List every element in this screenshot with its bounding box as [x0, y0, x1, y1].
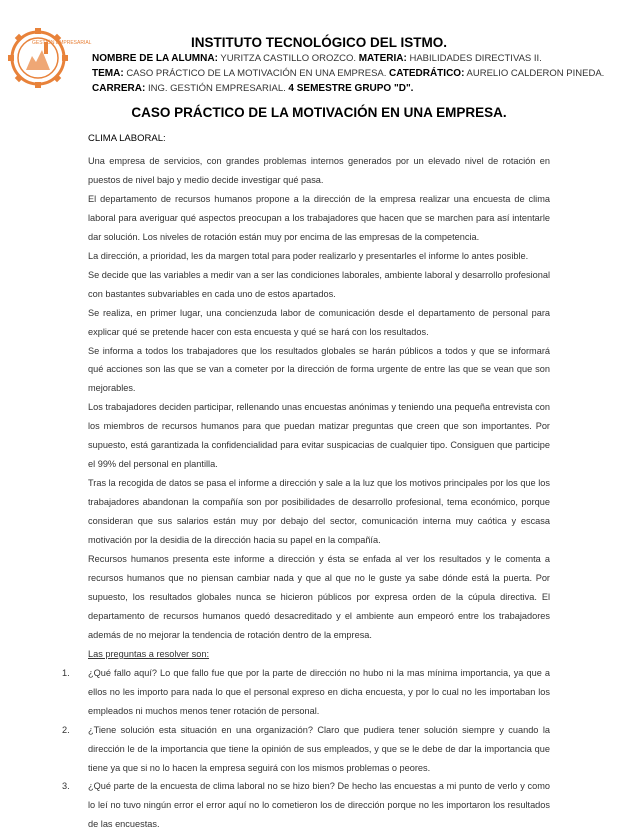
semester-label: 4 SEMESTRE GRUPO "D". — [288, 83, 414, 94]
subject-value: HABILIDADES DIRECTIVAS II. — [409, 53, 542, 64]
question-item — [62, 721, 550, 778]
question-number: 1. — [62, 667, 70, 678]
student-name: YURITZA CASTILLO OROZCO. — [220, 53, 357, 64]
question-number: 2. — [62, 724, 70, 735]
section-label: CLIMA LABORAL: — [88, 133, 166, 144]
topic-value: CASO PRÁCTICO DE LA MOTIVACIÓN EN UNA EMPRESA. — [126, 68, 387, 79]
student-label: NOMBRE DE LA ALUMNA: — [92, 53, 218, 64]
paragraph: Una empresa de servicios, con grandes problemas internos generados por un elevado nivel de rotación en puestos de nivel bajo y medio decide investigar qué pasa. — [88, 156, 550, 185]
svg-text:GESTIÓN EMPRESARIAL: GESTIÓN EMPRESARIAL — [32, 40, 92, 46]
subject-label: MATERIA: — [358, 53, 407, 64]
student-info-line — [92, 53, 542, 64]
questions-list — [62, 664, 550, 834]
question-text: ¿Qué parte de la encuesta de clima laboral no se hizo bien? De hecho las encuestas a mi punto de verlo y como lo leí no tuvo ningún error el error aquí no lo cometieron los de dirección porque no les importaron los resultados de las encuestas. — [88, 781, 550, 830]
question-text: ¿Tiene solución esta situación en una organización? Claro que pudiera tener solución siempre y cuando la dirección le de la importancia que tiene la opinión de sus empleados, y que se le debe de dar la importancia que tiene ya que si no lo hacen la empresa seguirá con los mismos problemas o peores. — [88, 724, 550, 773]
document-title: CASO PRÁCTICO DE LA MOTIVACIÓN EN UNA EMPRESA. — [131, 105, 507, 120]
career-info-line — [92, 83, 413, 94]
question-number: 3. — [62, 781, 70, 792]
topic-label: TEMA: — [92, 68, 124, 79]
teacher-label: CATEDRÁTICO: — [389, 68, 465, 79]
gear-logo-icon — [8, 20, 92, 94]
career-value: ING. GESTIÓN EMPRESARIAL. — [147, 83, 286, 94]
paragraph: Recursos humanos presenta este informe a dirección y ésta se enfada al ver los resultados y le comenta a recursos humanos que no piensan cambiar nada y que al que no le guste ya sabe dónde está la puerta. Por supuesto, los resultados globales nunca se hicieron públicos por expresa orden de la cúpula directiva. El departamento de recursos humanos quedó desacreditado y el ambiente aun empeoró entre los trabajadores además de no mejorar la tendencia de rotación dentro de la empresa. — [88, 554, 550, 640]
question-item — [62, 664, 550, 721]
paragraph: Los trabajadores deciden participar, rellenando unas encuestas anónimas y teniendo una pequeña entrevista con los miembros de recursos humanos para que puedan matizar preguntas que creen que son importantes. Por supuesto, está garantizada la confidencialidad para evitar suspicacias de cualquier tipo. Consiguen que participe el 99% del personal en plantilla. — [88, 402, 550, 470]
topic-info-line — [92, 68, 604, 79]
question-text: ¿Qué fallo aquí? Lo que fallo fue que por la parte de dirección no hubo ni la mas mínima importancia, ya que a ellos no les importo para nada lo que el personal expreso en dicha encuesta, y por lo cual no les importaban los empleados ni muchos menos tener rotación de personal. — [88, 667, 550, 716]
career-label: CARRERA: — [92, 83, 146, 94]
teacher-value: AURELIO CALDERON PINEDA. — [466, 68, 605, 79]
institute-logo — [8, 20, 92, 94]
paragraph: Se realiza, en primer lugar, una concienzuda labor de comunicación desde el departamento de personal para explicar qué se pretende hacer con esta encuesta y qué se hará con los resultados. — [88, 307, 550, 337]
paragraph: Se decide que las variables a medir van a ser las condiciones laborales, ambiente laboral y desarrollo profesional con bastantes subvariables en cada uno de estos apartados. — [88, 269, 550, 299]
questions-label: Las preguntas a resolver son: — [88, 648, 210, 659]
paragraph: El departamento de recursos humanos propone a la dirección de la empresa realizar una encuesta de clima laboral para averiguar qué aspectos preocupan a los trabajadores que hacen que se marchen para así intentarle dar solución. Los niveles de rotación están muy por encima de las empresas de la competencia. — [88, 193, 550, 242]
paragraph: Tras la recogida de datos se pasa el informe a dirección y sale a la luz que los motivos principales por los que los trabajadores abandonan la compañía son por posibilidades de desarrollo profesional, tema económico, porque consideran que sus salarios están muy por debajo del sector, comunicación interna muy caótica y escasa motivación por la desidia de la dirección hacia su papel en la compañía. — [88, 478, 550, 546]
paragraph: La dirección, a prioridad, les da margen total para poder realizarlo y presentarles el informe lo antes posible. — [88, 250, 529, 261]
institute-title: INSTITUTO TECNOLÓGICO DEL ISTMO. — [190, 35, 447, 50]
question-item — [62, 777, 550, 834]
document-body — [62, 152, 550, 834]
paragraph: Se informa a todos los trabajadores que los resultados globales se harán públicos a todos y que se informará qué acciones son las que se van a cometer por la dirección de forma urgente de entre las que se vean que son mejorables. — [88, 345, 550, 394]
